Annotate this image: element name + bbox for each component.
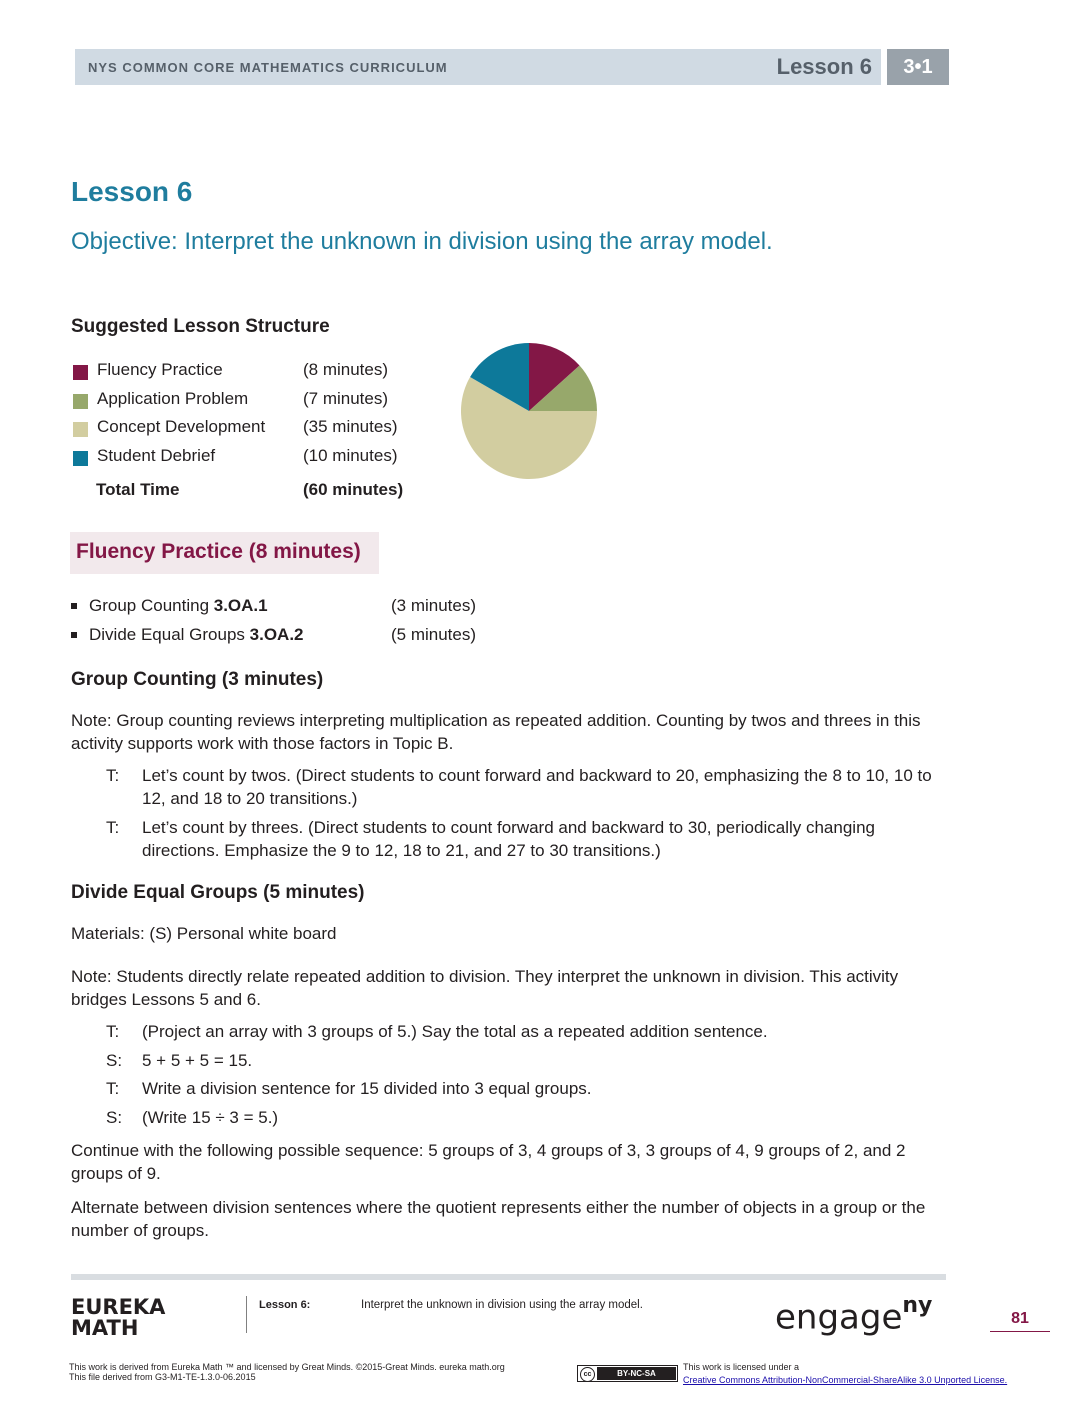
engageny-logo — [775, 1293, 933, 1338]
lesson-title: Lesson 6 — [71, 176, 193, 207]
structure-item — [73, 417, 433, 446]
header-lesson: Lesson 6 — [776, 54, 872, 79]
structure-item-label: Application Problem — [97, 388, 249, 408]
dialogue-speaker: T: — [106, 818, 120, 837]
lesson-objective: Objective: Interpret the unknown in division using the array model. — [71, 228, 773, 255]
legend-swatch — [73, 365, 88, 380]
dialogue-speaker: S: — [106, 1108, 123, 1127]
lesson-structure-pie-chart — [457, 339, 601, 483]
structure-item-minutes: (35 minutes) — [303, 417, 398, 436]
legend-swatch — [73, 451, 88, 466]
legend-swatch — [73, 394, 88, 409]
footer-divider — [246, 1296, 247, 1333]
structure-item-label: Student Debrief — [97, 445, 216, 465]
structure-item — [73, 446, 433, 475]
module-badge: 3•1 — [887, 49, 949, 85]
structure-item-label: Fluency Practice — [97, 360, 223, 379]
fluency-heading: Fluency Practice (8 minutes) — [76, 540, 361, 563]
total-time-value: (60 minutes) — [303, 480, 404, 499]
ny-text: ny — [902, 1293, 933, 1318]
logo-line-2: MATH — [71, 1316, 139, 1340]
footer-lesson-objective: Interpret the unknown in division using the array model. — [361, 1299, 643, 1311]
group-counting-heading: Group Counting (3 minutes) — [71, 669, 324, 690]
dialogue-speaker: T: — [106, 1022, 120, 1041]
fluency-bullet-text: Group Counting — [89, 596, 214, 615]
divide-groups-note: Note: Students directly relate repeated addition to division. They interpret the unknown in division. This activity bridges Lessons 5 and 6. — [71, 967, 899, 1009]
fluency-bullet-standard: 3.OA.2 — [249, 625, 304, 644]
license-notice: This work is licensed under a — [683, 1362, 800, 1372]
fluency-bullet-standard: 3.OA.1 — [213, 596, 268, 615]
fluency-bullet-text: Divide Equal Groups — [89, 625, 250, 644]
materials-line: Materials: (S) Personal white board — [71, 924, 337, 943]
legend-swatch — [73, 422, 88, 437]
dialogue-text: (Project an array with 3 groups of 5.) Say the total as a repeated addition sentence. — [142, 1022, 768, 1041]
footer-lesson-label: Lesson 6: — [259, 1299, 311, 1311]
divide-groups-heading: Divide Equal Groups (5 minutes) — [71, 882, 365, 903]
creative-commons-icon: cc — [580, 1367, 595, 1382]
curriculum-title: NYS COMMON CORE MATHEMATICS CURRICULUM — [88, 60, 448, 75]
structure-item-minutes: (7 minutes) — [303, 388, 389, 408]
fluency-bullet-minutes: (3 minutes) — [391, 596, 477, 615]
derived-notice-line-1: This work is derived from Eureka Math ™ and licensed by Great Minds. ©2015-Great Minds. eureka math.org — [69, 1362, 505, 1372]
bullet-square-icon — [71, 632, 77, 638]
dialogue-text: Let’s count by twos. (Direct students to count forward and backward to 20, emphasizing the 8 to 10, 10 to 12, and 18 to 20 transitions.) — [142, 766, 932, 808]
dialogue-text: 5 + 5 + 5 = 15. — [142, 1051, 253, 1070]
structure-list — [73, 360, 433, 474]
cc-badge-label: BY-NC-SA — [597, 1367, 676, 1380]
dialogue-speaker: S: — [106, 1051, 123, 1070]
engage-text: engage — [775, 1297, 903, 1338]
structure-item-minutes: (10 minutes) — [303, 445, 398, 465]
group-counting-note: Note: Group counting reviews interpreting multiplication as repeated addition. Counting by twos and threes in this activity supports work with those factors in Topic B. — [71, 711, 921, 753]
structure-item — [73, 360, 433, 389]
structure-item-label: Concept Development — [97, 417, 266, 436]
structure-item — [73, 389, 433, 418]
continue-paragraph: Continue with the following possible sequence: 5 groups of 3, 4 groups of 3, 3 groups of 4, 9 groups of 2, and 2 groups of 9. — [71, 1141, 906, 1183]
license-link[interactable]: Creative Commons Attribution-NonCommercial-ShareAlike 3.0 Unported License. — [683, 1375, 1008, 1385]
derived-notice-line-2: This file derived from G3-M1-TE-1.3.0-06.2015 — [69, 1372, 256, 1382]
dialogue-text: Write a division sentence for 15 divided into 3 equal groups. — [142, 1079, 592, 1098]
structure-title: Suggested Lesson Structure — [71, 316, 330, 337]
logo-line-1: EUREKA — [71, 1295, 166, 1319]
cc-license-badge[interactable] — [577, 1365, 678, 1382]
page-number: 81 — [1011, 1310, 1029, 1327]
eureka-math-logo — [71, 1297, 165, 1339]
total-time-label: Total Time — [96, 480, 180, 499]
dialogue-speaker: T: — [106, 1079, 120, 1098]
structure-item-minutes: (8 minutes) — [303, 360, 389, 379]
page-number-underline — [990, 1331, 1050, 1332]
dialogue-speaker: T: — [106, 766, 120, 785]
fluency-bullet-minutes: (5 minutes) — [391, 625, 477, 644]
alternate-paragraph: Alternate between division sentences where the quotient represents either the number of objects in a group or the number of groups. — [71, 1198, 926, 1240]
dialogue-text: Let’s count by threes. (Direct students to count forward and backward to 30, periodically changing directions. Emphasize the 9 to 12, 18 to 21, and 27 to 30 transitions.) — [142, 818, 875, 860]
footer-rule — [71, 1274, 946, 1280]
dialogue-text: (Write 15 ÷ 3 = 5.) — [142, 1108, 279, 1127]
bullet-square-icon — [71, 603, 77, 609]
